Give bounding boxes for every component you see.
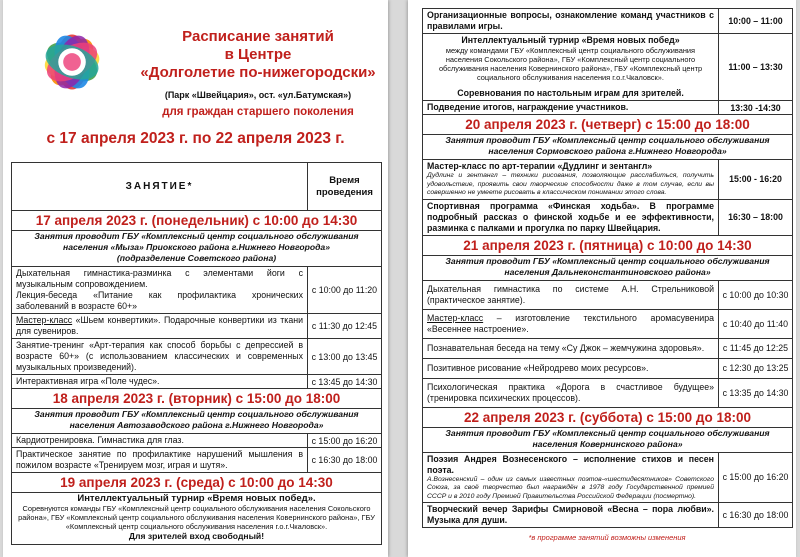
time-cell: с 10:00 до 10:30 <box>719 280 793 309</box>
activity-cell: Дыхательная гимнастика по системе А.Н. Стрельниковой (практическое занятие). <box>423 280 719 309</box>
time-cell: 11:00 – 13:30 <box>719 34 793 101</box>
activity-cell <box>423 34 719 101</box>
table-row <box>423 101 793 115</box>
table-row <box>423 452 793 503</box>
activity-cell <box>12 314 308 339</box>
activity-text: Дыхательная гимнастика-разминка с элементами йоги с музыкальным сопровождением. <box>16 268 303 289</box>
table-row <box>423 160 793 200</box>
organizer-text: Занятия проводит ГБУ «Комплексный центр социального обслуживания населения «Мыза» Приокского района г.Нижнего Новгорода» <box>34 231 359 252</box>
activity-extra: Соревнования по настольным играм для зрителей. <box>457 88 684 98</box>
activity-cell: Занятие-тренинг «Арт-терапия как способ борьбы с депрессией в возрасте 60+» (с использованием классических и современных музыкальных произведений). <box>12 339 308 375</box>
footnote: *в программе занятий возможны изменения <box>528 533 686 542</box>
table-row <box>12 339 382 375</box>
table-row <box>423 338 793 358</box>
time-cell: с 10:00 до 11:20 <box>308 267 382 314</box>
table-row <box>423 9 793 34</box>
activity-cell: Интерактивная игра «Поле чудес». <box>12 375 308 389</box>
tournament-title: Интеллектуальный турнир «Время новых побед». <box>77 493 316 504</box>
spectators-note: Для зрителей вход свободный! <box>128 531 265 541</box>
day-organizer-17 <box>12 231 382 267</box>
table-row <box>12 448 382 473</box>
day-organizer-21: Занятия проводит ГБУ «Комплексный центр социального обслуживания населения Дальнеконстантиновского района» <box>423 255 793 280</box>
time-cell: 13:30 -14:30 <box>719 101 793 115</box>
table-row <box>12 375 382 389</box>
activity-cell: Познавательная беседа на тему «Су Джок – жемчужина здоровья». <box>423 338 719 358</box>
table-row <box>423 34 793 101</box>
activity-description: А.Вознесенский – один из самых известных поэтов-«шестидесятников» Советского Союза, за своё творчество был награждён в 1978 году Государственной премией СССР и в 2010 году Премией Правительства Российской Федерации (посмертно). <box>427 475 714 500</box>
date-range: с 17 апреля 2023 г. по 22 апреля 2023 г. <box>46 130 345 147</box>
location-subtitle: (Парк «Швейцария», ост. «ул.Батумская») <box>164 90 352 100</box>
time-cell: с 13:00 до 13:45 <box>308 339 382 375</box>
time-cell: с 10:40 до 11:40 <box>719 309 793 338</box>
table-row <box>423 280 793 309</box>
time-cell: 16:30 – 18:00 <box>719 199 793 235</box>
activity-cell: Организационные вопросы, ознакомление команд участников с правилами игры. <box>423 9 719 34</box>
center-logo <box>15 12 133 112</box>
day-organizer-22: Занятия проводит ГБУ «Комплексный центр социального обслуживания населения Ковернинского района» <box>423 427 793 452</box>
title-line-2: в Центре <box>224 46 292 63</box>
table-row <box>423 378 793 407</box>
page-title <box>133 28 383 82</box>
activity-title: Интеллектуальный турнир «Время новых побед» <box>461 35 680 45</box>
activity-cell: Подведение итогов, награждение участников. <box>423 101 719 115</box>
day-organizer-18: Занятия проводит ГБУ «Комплексный центр социального обслуживания населения Автозаводского района г.Нижнего Новгорода» <box>12 409 382 434</box>
activity-cell: Практическое занятие по профилактике нарушений мышления в пожилом возрасте «Тренируем мозг, играя и шутя». <box>12 448 308 473</box>
activity-cell <box>12 267 308 314</box>
time-cell: с 15:00 до 16:20 <box>308 434 382 448</box>
day-heading-18: 18 апреля 2023 г. (вторник) с 15:00 до 18:00 <box>12 389 382 409</box>
time-cell: с 12:30 до 13:25 <box>719 358 793 378</box>
time-cell: с 16:30 до 18:00 <box>719 503 793 528</box>
activity-cell <box>423 309 719 338</box>
table-row <box>12 267 382 314</box>
activity-cell: Спортивная программа «Финская ходьба». В программе подробный рассказ о финской ходьбе и ее эффективности, разминка с палками и прогулка по парку Швейцария. <box>423 199 719 235</box>
schedule-page-right <box>408 0 796 557</box>
activity-cell: Творческий вечер Зарифы Смирновой «Весна – пора любви». Музыка для души. <box>423 503 719 528</box>
activity-cell <box>423 452 719 503</box>
time-cell: с 11:45 до 12:25 <box>719 338 793 358</box>
activity-cell: Кардиотренировка. Гимнастика для глаз. <box>12 434 308 448</box>
schedule-table-left <box>11 162 382 545</box>
activity-text: Поэзия Андрея Вознесенского – исполнение стихов и песен поэта. <box>427 453 714 475</box>
table-row <box>423 199 793 235</box>
table-row <box>423 358 793 378</box>
time-cell: 15:00 - 16:20 <box>719 160 793 200</box>
day-heading-22: 22 апреля 2023 г. (суббота) с 15:00 до 18:00 <box>423 407 793 427</box>
day-tournament-19 <box>12 493 382 545</box>
activity-prefix: Мастер-класс <box>427 312 484 323</box>
activity-text: «Шьем конвертики». Подарочные конвертики из ткани для сувениров. <box>16 315 303 336</box>
activity-description: Дудлинг и зентангл – техники рисования, позволяющие расслабиться, получить удовольствие, проявить свои творческие способности даже в том случае, если вы совершенно не умеете рисовать в классическом понимании этого слова. <box>427 172 714 196</box>
table-header-row <box>12 163 382 211</box>
day-heading-19: 19 апреля 2023 г. (среда) с 10:00 до 14:30 <box>12 473 382 493</box>
title-line-1: Расписание занятий <box>182 28 334 45</box>
time-cell: с 11:30 до 12:45 <box>308 314 382 339</box>
header-activity: ЗАНЯТИЕ* <box>12 163 308 211</box>
tournament-teams: Соревнуются команды ГБУ «Комплексный центр социального обслуживания населения Сокольского района», ГБУ «Комплексный центр социального обслуживания населения Ковернинского района», ГБУ «Комплексный центр социального обслуживания населения г.о.г.Чкаловск». <box>18 504 375 531</box>
table-row <box>12 434 382 448</box>
title-line-3: «Долголетие по-нижегородски» <box>140 64 376 81</box>
day-organizer-20: Занятия проводит ГБУ «Комплексный центр социального обслуживания населения Сормовского района г.Нижнего Новгорода» <box>423 135 793 160</box>
day-heading-20: 20 апреля 2023 г. (четверг) с 15:00 до 18:00 <box>423 115 793 135</box>
time-cell: с 13:35 до 14:30 <box>719 378 793 407</box>
time-cell: с 15:00 до 16:20 <box>719 452 793 503</box>
schedule-page-left <box>3 0 388 557</box>
activity-cell: Психологическая практика «Дорога в счастливое будущее» (тренировка психических процессов). <box>423 378 719 407</box>
activity-text: Мастер-класс по арт-терапии «Дудлинг и зентангл» <box>427 161 653 171</box>
activity-cell: Позитивное рисование «Нейродрево моих ресурсов». <box>423 358 719 378</box>
day-heading-21: 21 апреля 2023 г. (пятница) с 10:00 до 14:30 <box>423 235 793 255</box>
schedule-table-right <box>422 8 793 528</box>
activity-text-2: Лекция-беседа «Питание как профилактика хронических заболеваний в возрасте 60+» <box>16 290 303 311</box>
header-time: Время проведения <box>308 163 382 211</box>
day-heading-17: 17 апреля 2023 г. (понедельник) с 10:00 до 14:30 <box>12 211 382 231</box>
table-row <box>423 503 793 528</box>
time-cell: с 16:30 до 18:00 <box>308 448 382 473</box>
activity-cell <box>423 160 719 200</box>
organizer-note: (подразделение Советского района) <box>116 253 277 263</box>
table-row <box>423 309 793 338</box>
activity-text: – изготовление текстильного аромасувенира «Весеннее настроение». <box>427 312 714 334</box>
audience-line: для граждан старшего поколения <box>162 106 354 118</box>
time-cell: 10:00 – 11:00 <box>719 9 793 34</box>
activity-prefix: Мастер-класс <box>16 315 73 325</box>
time-cell: с 13:45 до 14:30 <box>308 375 382 389</box>
activity-text: между командами ГБУ «Комплексный центр социального обслуживания населения Сокольского района», ГБУ «Комплексный центр социального обслуживания населения Ковернинского района», ГБУ «Комплексный центр социального обслуживания населения г.о.г.Чкаловск». <box>438 46 703 82</box>
table-row <box>12 314 382 339</box>
